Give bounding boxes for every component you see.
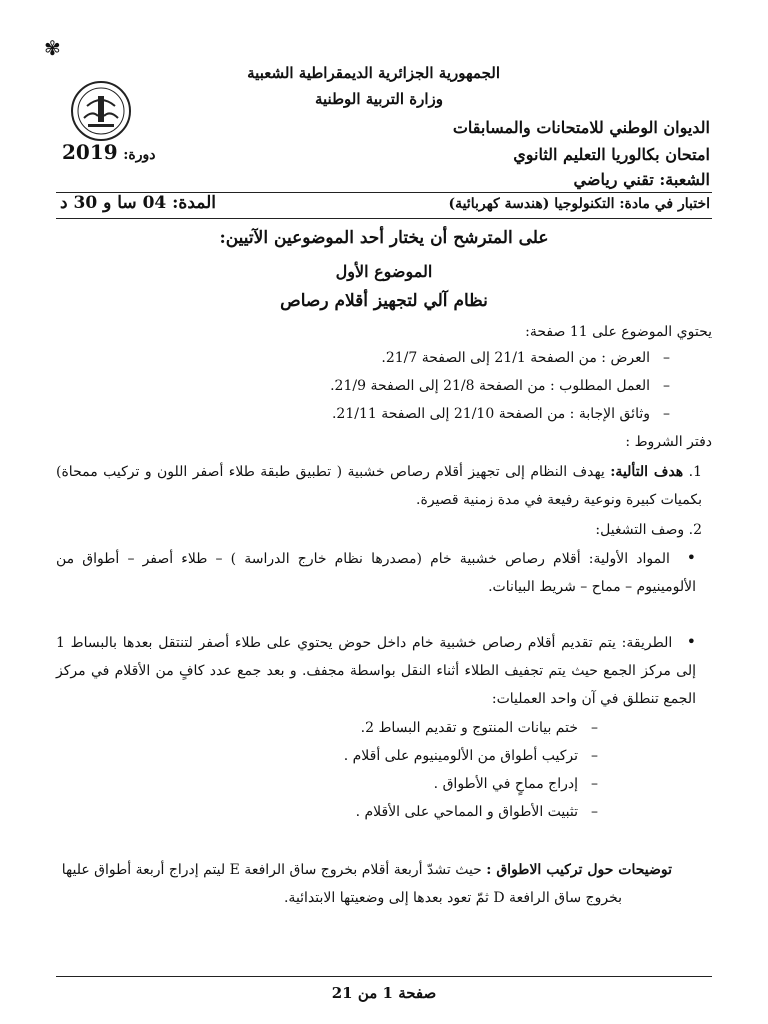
method-text: يتم تقديم أقلام رصاص خشبية خام داخل حوض يحتوي على طلاء أصفر لتنتقل بعدها بالبساط 1 إلى مركز الجمع حيث يتم تجفيف الطلاء أثناء النقل بواسطة مجفف. و بعد جمع عدد كافٍ من الأقلام في مركز الجمع تنطلق في آن واحد العمليات:	[56, 635, 696, 707]
specs-heading: دفتر الشروط :	[625, 434, 712, 450]
header-duration: المدة: 04 سا و 30 د	[60, 193, 216, 213]
notes-text-1: حيث تشدّ أربعة أقلام بخروج ساق الرافعة E ليتم إدراج أربعة أطواق عليها	[61, 862, 482, 878]
contents-item: – العمل المطلوب : من الصفحة 21/8 إلى الصفحة 21/9.	[56, 372, 670, 400]
header-subject: اختبار في مادة: التكنولوجيا (هندسة كهربائية)	[448, 196, 710, 212]
materials-text: أقلام رصاص خشبية خام (مصدرها نظام خارج الدراسة ) – طلاء أصفر – أطواق من الألومينيوم – مماح – شريط البيانات.	[56, 551, 696, 595]
header-exam: امتحان بكالوريا التعليم الثانوي	[513, 145, 710, 164]
operation-item: – ختم بيانات المنتوج و تقديم البساط 2.	[56, 714, 598, 742]
session-label: دورة:	[123, 147, 156, 163]
operation-item: – إدراج مماحٍ في الأطواق .	[56, 770, 598, 798]
notes-line-2: بخروج ساق الرافعة D ثمّ تعود بعدها إلى وضعيتها الابتدائية.	[283, 890, 622, 906]
method-label: الطريقة:	[621, 635, 673, 651]
goal-number: 1.	[688, 464, 702, 480]
notes-line-1	[56, 856, 672, 884]
header-office: الديوان الوطني للامتحانات والمسابقات	[452, 118, 710, 137]
session-info	[62, 140, 156, 164]
goal-paragraph	[56, 458, 702, 514]
subject-title: نظام آلي لتجهيز أقلام رصاص	[280, 291, 488, 311]
session-year: 2019	[62, 140, 118, 164]
header-ministry: وزارة التربية الوطنية	[314, 90, 443, 108]
contents-heading: يحتوي الموضوع على 11 صفحة:	[525, 324, 712, 340]
flower-ornament-icon: ✾	[44, 36, 61, 60]
footer-rule	[56, 976, 712, 977]
operation-item: – تثبيت الأطواق و المماحي على الأقلام .	[56, 798, 598, 826]
page-number: صفحة 1 من 21	[331, 984, 437, 1002]
notes-label: توضيحات حول تركيب الاطواق :	[486, 862, 672, 878]
subject-one-heading: الموضوع الأول	[335, 262, 433, 281]
contents-item: – وثائق الإجابة : من الصفحة 21/10 إلى الصفحة 21/11.	[56, 400, 670, 428]
materials-label: المواد الأولية:	[588, 551, 670, 567]
ministry-emblem-logo	[70, 80, 132, 142]
method-paragraph	[56, 628, 696, 713]
header-republic: الجمهورية الجزائرية الديمقراطية الشعبية	[247, 64, 500, 82]
materials-paragraph	[56, 544, 696, 601]
header-rule-bottom	[56, 218, 712, 219]
goal-label: هدف التألية:	[610, 464, 684, 480]
contents-item: – العرض : من الصفحة 21/1 إلى الصفحة 21/7.	[56, 344, 670, 372]
choose-instruction: على المترشح أن يختار أحد الموضوعين الآتيين:	[219, 228, 549, 248]
header-stream: الشعبة: تقني رياضي	[573, 170, 710, 189]
operation-heading: 2. وصف التشغيل:	[595, 522, 702, 538]
operation-item: – تركيب أطواق من الألومينيوم على أقلام .	[56, 742, 598, 770]
goal-text: يهدف النظام إلى تجهيز أقلام رصاص خشبية ( تطبيق طبقة طلاء أصفر اللون و تركيب ممحاة) بكميات كبيرة ونوعية رفيعة في مدة زمنية قصيرة.	[56, 464, 702, 508]
